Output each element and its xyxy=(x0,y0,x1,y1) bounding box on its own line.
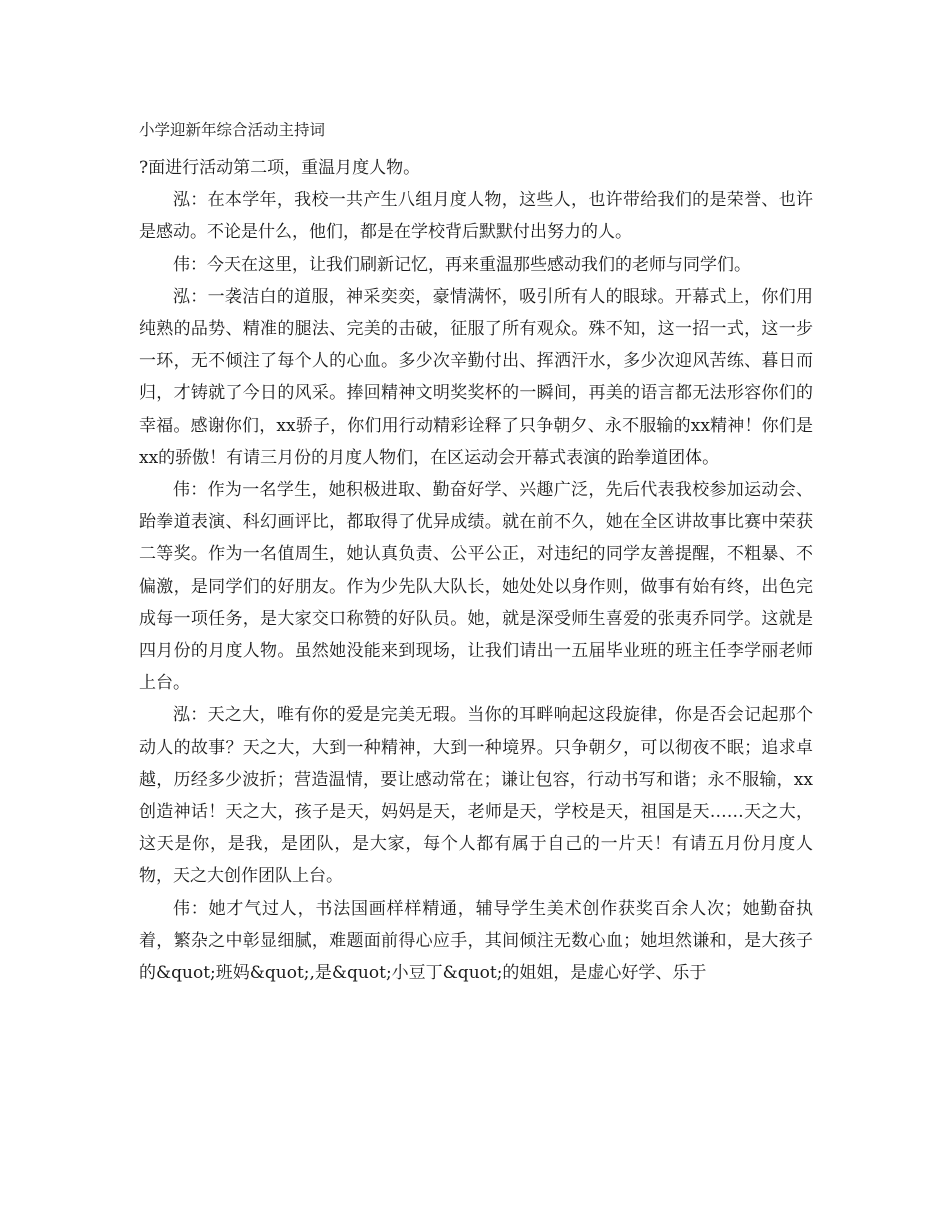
paragraph-intro: ?面进行活动第二项，重温月度人物。 xyxy=(139,158,421,178)
paragraph: 泓：一袭洁白的道服，神采奕奕，豪情满怀，吸引所有人的眼球。开幕式上，你们用纯熟的品势、精准的腿法、完美的击破，征服了所有观众。殊不知，这一招一式，这一步一环，无不倾注了每个人的心血。多少次辛勤付出、挥洒汗水，多少次迎风苦练、暮日而归，才铸就了今日的风采。捧回精神文明奖奖杯的一瞬间，再美的语言都无法形容你们的幸福。感谢你们，xx骄子，你们用行动精彩诠释了只争朝夕、永不服输的xx精神！你们是xx的骄傲！有请三月份的月度人物们，在区运动会开幕式表演的跆拳道团体。 xyxy=(139,286,813,468)
paragraph: 伟：作为一名学生，她积极进取、勤奋好学、兴趣广泛，先后代表我校参加运动会、跆拳道表演、科幻画评比，都取得了优异成绩。就在前不久，她在全区讲故事比赛中荣获二等奖。作为一名值周生，她认真负责、公平公正，对违纪的同学友善提醒，不粗暴、不偏激，是同学们的好朋友。作为少先队大队长，她处处以身作则，做事有始有终，出色完成每一项任务，是大家交口称赞的好队员。她，就是深受师生喜爱的张夷乔同学。这就是四月份的月度人物。虽然她没能来到现场，让我们请出一五届毕业班的班主任李学丽老师上台。 xyxy=(139,480,813,694)
document-title: 小学迎新年综合活动主持词 xyxy=(139,121,326,139)
paragraph: 伟：她才气过人，书法国画样样精通，辅导学生美术创作获奖百余人次；她勤奋执着，繁杂之中彰显细腻，难题面前得心应手，其间倾注无数心血；她坦然谦和，是大孩子的&quot;班妈&quot;,是&quot;小豆丁&quot;的姐姐，是虚心好学、乐于 xyxy=(139,898,813,984)
paragraph: 泓：天之大，唯有你的爱是完美无瑕。当你的耳畔响起这段旋律，你是否会记起那个动人的故事？天之大，大到一种精神，大到一种境界。只争朝夕，可以彻夜不眠；追求卓越，历经多少波折；营造温情，要让感动常在；谦让包容，行动书写和谐；永不服输，xx创造神话！天之大，孩子是天，妈妈是天，老师是天，学校是天，祖国是天……天之大，这天是你，是我，是团队，是大家，每个人都有属于自己的一片天！有请五月份月度人物，天之大创作团队上台。 xyxy=(139,705,813,887)
document-body xyxy=(139,152,813,989)
paragraph: 泓：在本学年，我校一共产生八组月度人物，这些人，也许带给我们的是荣誉、也许是感动。不论是什么，他们，都是在学校背后默默付出努力的人。 xyxy=(139,190,813,243)
paragraph: 伟：今天在这里，让我们刷新记忆，再来重温那些感动我们的老师与同学们。 xyxy=(173,254,751,275)
